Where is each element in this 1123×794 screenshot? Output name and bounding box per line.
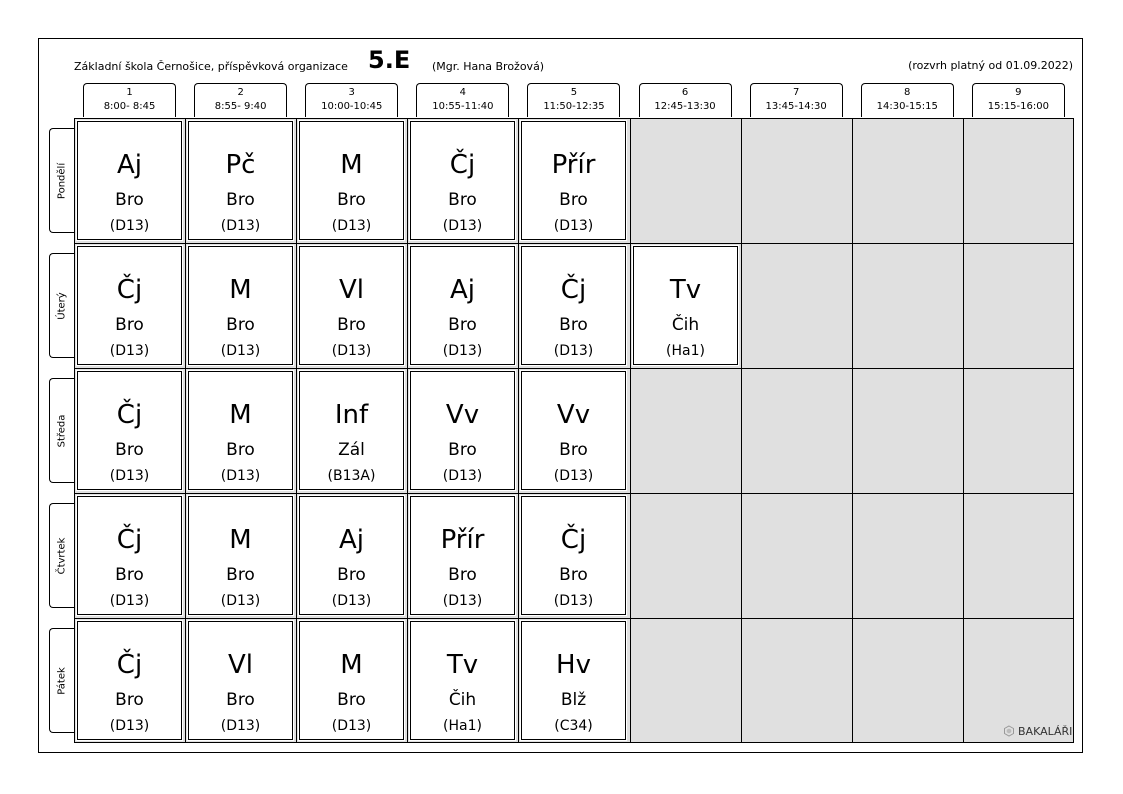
lesson-cell[interactable] (521, 496, 626, 615)
lesson-subject: M (340, 150, 363, 180)
period-time: 14:30-15:15 (876, 101, 938, 112)
lesson-subject: Čj (116, 275, 143, 305)
school-name: Základní škola Černošice, příspěvková organizace (74, 60, 348, 73)
lesson-subject: M (229, 275, 252, 305)
lesson-room: (D13) (331, 218, 372, 234)
period-header-8 (861, 83, 954, 117)
lesson-teacher: Bro (115, 190, 144, 210)
grid-column-divider (852, 118, 853, 743)
lesson-subject: Přír (551, 150, 596, 180)
period-header-5 (527, 83, 620, 117)
lesson-room: (D13) (220, 718, 261, 734)
validity-note: (rozvrh platný od 01.09.2022) (908, 59, 1073, 72)
lesson-room: (D13) (220, 593, 261, 609)
grid-column-divider (296, 118, 297, 743)
lesson-subject: Aj (116, 150, 142, 180)
period-number: 7 (792, 87, 800, 98)
lesson-room: (D13) (442, 218, 483, 234)
lesson-room: (D13) (553, 343, 594, 359)
lesson-teacher: Bro (226, 690, 255, 710)
lesson-teacher: Bro (337, 315, 366, 335)
period-number: 6 (681, 87, 689, 98)
day-name: Čtvrtek (56, 537, 68, 574)
lesson-room: (D13) (331, 343, 372, 359)
lesson-subject: Vl (227, 650, 253, 680)
grid-row-divider (74, 618, 1074, 619)
period-header-6 (639, 83, 732, 117)
lesson-room: (D13) (553, 468, 594, 484)
period-number: 1 (126, 87, 133, 98)
day-name: Úterý (56, 291, 68, 320)
lesson-teacher: Bro (448, 315, 477, 335)
lesson-subject: Čj (560, 275, 587, 305)
period-header-4 (416, 83, 509, 117)
period-header-7 (750, 83, 843, 117)
lesson-teacher: Bro (559, 565, 588, 585)
lesson-teacher: Bro (115, 440, 144, 460)
lesson-room: (D13) (220, 468, 261, 484)
lesson-cell[interactable] (77, 246, 182, 365)
lesson-teacher: Bro (337, 565, 366, 585)
lesson-room: (D13) (109, 218, 150, 234)
lesson-cell[interactable] (299, 496, 404, 615)
grid-column-divider (963, 118, 964, 743)
period-time: 13:45-14:30 (765, 101, 827, 112)
lesson-subject: Tv (446, 650, 479, 680)
lesson-cell[interactable] (521, 246, 626, 365)
lesson-room: (Ha1) (443, 718, 482, 734)
period-time: 15:15-16:00 (987, 101, 1049, 112)
day-label-tab (49, 628, 74, 733)
lesson-cell[interactable] (299, 371, 404, 490)
lesson-teacher: Zál (338, 440, 365, 460)
lesson-teacher: Bro (337, 690, 366, 710)
period-time: 8:00- 8:45 (103, 101, 156, 112)
grid-column-divider (518, 118, 519, 743)
lesson-cell[interactable] (410, 496, 515, 615)
lesson-teacher: Bro (226, 440, 255, 460)
lesson-subject: Čj (560, 525, 587, 555)
period-time: 12:45-13:30 (654, 101, 716, 112)
day-label-tab (49, 503, 74, 608)
lesson-teacher: Čih (671, 315, 700, 335)
lesson-subject: Čj (449, 150, 476, 180)
lesson-subject: Čj (116, 400, 143, 430)
period-number: 5 (570, 87, 578, 98)
period-number: 9 (1015, 87, 1022, 98)
lesson-subject: M (340, 650, 363, 680)
day-label-tab (49, 378, 74, 483)
lesson-cell[interactable] (188, 246, 293, 365)
day-name: Pátek (56, 666, 68, 695)
lesson-room: (D13) (331, 718, 372, 734)
lesson-room: (D13) (331, 593, 372, 609)
lesson-teacher: Čih (448, 690, 477, 710)
day-label-tab (49, 128, 74, 233)
lesson-teacher: Bro (226, 565, 255, 585)
lesson-teacher: Bro (448, 440, 477, 460)
lesson-subject: Vv (556, 400, 591, 430)
lesson-room: (D13) (109, 593, 150, 609)
lesson-subject: Inf (334, 400, 369, 430)
lesson-cell[interactable] (410, 371, 515, 490)
lesson-cell[interactable] (299, 121, 404, 240)
class-teacher: (Mgr. Hana Brožová) (432, 60, 545, 73)
day-label-tab (49, 253, 74, 358)
lesson-room: (D13) (553, 593, 594, 609)
grid-column-divider (741, 118, 742, 743)
lesson-room: (D13) (553, 218, 594, 234)
lesson-cell[interactable] (188, 121, 293, 240)
lesson-room: (D13) (220, 343, 261, 359)
period-header-3 (305, 83, 398, 117)
lesson-room: (D13) (220, 218, 261, 234)
lesson-cell[interactable] (521, 621, 626, 740)
lesson-teacher: Bro (226, 190, 255, 210)
lesson-room: (D13) (442, 593, 483, 609)
period-time: 8:55- 9:40 (214, 101, 267, 112)
lesson-subject: Aj (338, 525, 364, 555)
lesson-room: (C34) (554, 718, 593, 734)
period-number: 2 (237, 87, 244, 98)
period-time: 10:55-11:40 (432, 101, 494, 112)
lesson-teacher: Bro (115, 315, 144, 335)
grid-row-divider (74, 368, 1074, 369)
bakalari-brand (1003, 725, 1072, 738)
lesson-subject: Aj (449, 275, 475, 305)
lesson-subject: Tv (669, 275, 702, 305)
grid-column-divider (630, 118, 631, 743)
grid-column-divider (185, 118, 186, 743)
lesson-subject: M (229, 400, 252, 430)
lesson-cell[interactable] (188, 371, 293, 490)
lesson-teacher: Bro (115, 690, 144, 710)
period-number: 8 (904, 87, 911, 98)
lesson-room: (D13) (109, 468, 150, 484)
class-name: 5.E (368, 46, 411, 74)
grid-row-divider (74, 243, 1074, 244)
grid-row-divider (74, 493, 1074, 494)
lesson-cell[interactable] (188, 621, 293, 740)
lesson-room: (D13) (442, 343, 483, 359)
lesson-subject: Čj (116, 525, 143, 555)
lesson-room: (D13) (442, 468, 483, 484)
lesson-room: (D13) (109, 343, 150, 359)
lesson-room: (Ha1) (666, 343, 705, 359)
lesson-teacher: Blž (560, 690, 587, 710)
lesson-cell[interactable] (410, 121, 515, 240)
lesson-cell[interactable] (77, 621, 182, 740)
period-time: 11:50-12:35 (543, 101, 605, 112)
lesson-subject: Vv (445, 400, 480, 430)
day-name: Středa (56, 414, 68, 447)
lesson-teacher: Bro (559, 190, 588, 210)
lesson-cell[interactable] (77, 496, 182, 615)
lesson-cell[interactable] (77, 121, 182, 240)
lesson-cell[interactable] (410, 246, 515, 365)
lesson-cell[interactable] (633, 246, 738, 365)
lesson-subject: Hv (556, 650, 591, 680)
brand-label: BAKALÁŘI (1018, 725, 1073, 738)
lesson-subject: M (229, 525, 252, 555)
lesson-subject: Vl (338, 275, 364, 305)
period-header-1 (83, 83, 176, 117)
period-number: 3 (348, 87, 355, 98)
day-name: Pondělí (56, 162, 68, 199)
lesson-cell[interactable] (188, 496, 293, 615)
grid-column-divider (407, 118, 408, 743)
lesson-room: (B13A) (327, 468, 376, 484)
lesson-teacher: Bro (226, 315, 255, 335)
lesson-cell[interactable] (521, 121, 626, 240)
period-header-9 (972, 83, 1065, 117)
lesson-subject: Pč (225, 150, 256, 180)
lesson-cell[interactable] (299, 621, 404, 740)
lesson-teacher: Bro (448, 565, 477, 585)
lesson-room: (D13) (109, 718, 150, 734)
lesson-teacher: Bro (337, 190, 366, 210)
lesson-teacher: Bro (448, 190, 477, 210)
lesson-cell[interactable] (299, 246, 404, 365)
lesson-cell[interactable] (521, 371, 626, 490)
lesson-cell[interactable] (77, 371, 182, 490)
lesson-teacher: Bro (559, 440, 588, 460)
lesson-subject: Čj (116, 650, 143, 680)
period-header-2 (194, 83, 287, 117)
lesson-teacher: Bro (115, 565, 144, 585)
lesson-teacher: Bro (559, 315, 588, 335)
period-number: 4 (459, 87, 467, 98)
bakalari-logo-icon (1003, 725, 1015, 737)
lesson-subject: Přír (440, 525, 485, 555)
period-time: 10:00-10:45 (321, 101, 383, 112)
lesson-cell[interactable] (410, 621, 515, 740)
